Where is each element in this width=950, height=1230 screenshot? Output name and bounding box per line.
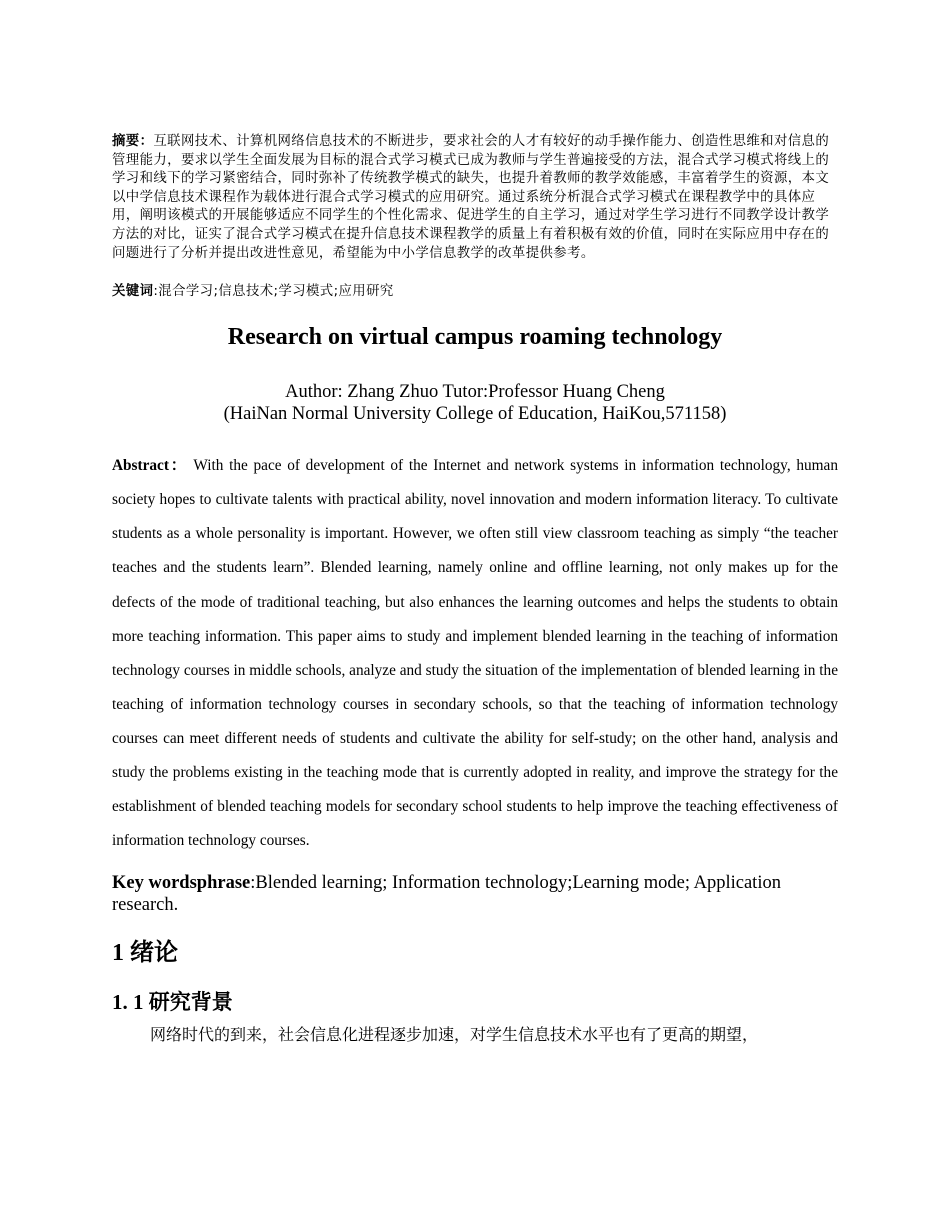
english-title: Research on virtual campus roaming technology <box>227 324 723 351</box>
english-abstract-label: Abstract： <box>112 457 188 475</box>
chinese-abstract <box>112 133 838 263</box>
chinese-keywords-label: 关键词 <box>112 284 154 300</box>
document-page <box>112 133 838 1048</box>
chinese-keywords-text: :混合学习;信息技术;学习模式;应用研究 <box>153 284 394 300</box>
english-keywords-text: :Blended learning; Information technology;Learning mode; Application research. <box>112 873 781 916</box>
chinese-abstract-text: 互联网技术、计算机网络信息技术的不断进步，要求社会的人才有较好的动手操作能力、创造性思维和对信息的管理能力，要求以学生全面发展为目标的混合式学习模式已成为教师与学生普遍接受的方法，混合式学习模式将线上的学习和线下的学习紧密结合，同时弥补了传统教学模式的缺失，也提升着教师的教学效能感，丰富着学生的资源，本文以中学信息技术课程作为载体进行混合式学习模式的应用研究。通过系统分析混合式学习模式在课程教学中的具体应用，阐明该模式的开展能够适应不同学生的个性化需求、促进学生的自主学习，通过对学生学习进行不同教学设计教学方法的对比，证实了混合式学习模式在提升信息技术课程教学的质量上有着积极有效的价值，同时在实际应用中存在的问题进行了分析并提出改进性意见，希望能为中小学信息教学的改革提供参考。 <box>112 134 830 261</box>
section-heading-1-1: 1. 1 研究背景 <box>112 990 233 1015</box>
english-abstract <box>112 449 838 858</box>
english-keywords-label: Key wordsphrase <box>112 873 251 894</box>
section-heading-1: 1 绪论 <box>112 940 178 967</box>
english-abstract-text: With the pace of development of the Internet and network systems in information technology, human society hopes to cultivate talents with practical ability, novel innovation and modern information literacy. To cultivate students as a whole personality is important. However, we often still view classroom teaching as simply “the teacher teaches and the students learn”. Blended learning, namely online and offline learning, not only makes up for the defects of the mode of traditional teaching, but also enhances the learning outcomes and helps the students to obtain more teaching information. This paper aims to study and implement blended learning in the teaching of information technology courses in middle schools, analyze and study the situation of the implementation of blended learning in the teaching of information technology courses in secondary schools, so that the teaching of information technology courses can meet different needs of students and cultivate the ability for self-study; on the other hand, analysis and study the problems existing in the teaching mode that is currently adopted in reality, and improve the strategy for the establishment of blended teaching models for secondary school students to help improve the teaching effectiveness of information technology courses. <box>112 457 838 850</box>
body-paragraph: 网络时代的到来，社会信息化进程逐步加速，对学生信息技术水平也有了更高的期望， <box>150 1025 759 1045</box>
author-block <box>112 381 838 425</box>
affiliation-line: (HaiNan Normal University College of Education, HaiKou,571158) <box>223 404 727 425</box>
english-keywords <box>112 872 838 916</box>
chinese-abstract-label: 摘要： <box>112 134 154 149</box>
author-line: Author: Zhang Zhuo Tutor:Professor Huang Cheng <box>285 382 665 403</box>
chinese-keywords <box>112 280 838 299</box>
